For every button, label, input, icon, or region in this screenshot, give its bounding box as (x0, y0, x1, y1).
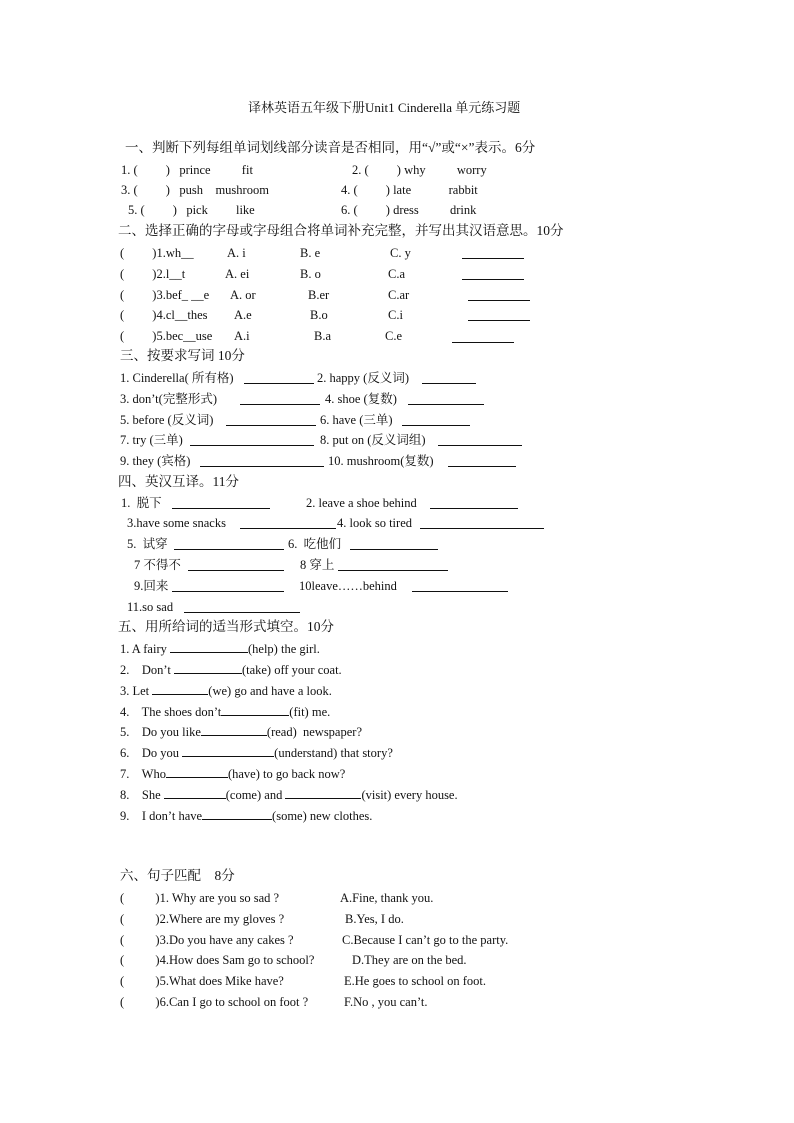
s2-answer-line-1[interactable] (462, 258, 524, 259)
s2-stem-1: ( )1.wh__ (120, 246, 194, 260)
section-3-heading: 三、按要求写词 10分 (120, 348, 245, 363)
s5-item-1: 1. A fairy (help) the girl. (120, 642, 320, 656)
s6-answer-f: F.No , you can’t. (344, 995, 428, 1009)
s5-answer-line-9[interactable] (202, 807, 272, 820)
s6-question-6: ( )6.Can I go to school on foot ? (120, 995, 309, 1009)
s4-item-10: 10leave……behind (299, 579, 397, 593)
s3-item-6: 6. have (三单) (320, 413, 393, 427)
s4-answer-line-11[interactable] (184, 612, 300, 613)
s4-answer-line-4[interactable] (420, 528, 544, 529)
s6-answer-a: A.Fine, thank you. (340, 891, 434, 905)
s1-question-5: 5. ( ) pick like (128, 203, 255, 217)
page-title: 译林英语五年级下册Unit1 Cinderella 单元练习题 (248, 100, 521, 115)
s2-option-c-4: C.i (388, 308, 403, 322)
s4-answer-line-10[interactable] (412, 591, 508, 592)
s5-item-3: 3. Let (we) go and have a look. (120, 684, 332, 698)
s4-item-5: 5. 试穿 (127, 537, 168, 551)
s3-answer-line-1[interactable] (244, 383, 314, 384)
s4-answer-line-9[interactable] (172, 591, 284, 592)
s4-answer-line-5[interactable] (174, 549, 284, 550)
section-2-heading: 二、选择正确的字母或字母组合将单词补充完整，并写出其汉语意思。10分 (118, 223, 564, 238)
s2-option-c-2: C.a (388, 267, 406, 281)
s2-option-a-3: A. or (230, 288, 256, 302)
s6-answer-e: E.He goes to school on foot. (344, 974, 486, 988)
s4-item-1: 1. 脱下 (121, 496, 162, 510)
s6-question-4: ( )4.How does Sam go to school? (120, 953, 315, 967)
s4-answer-line-1[interactable] (172, 508, 270, 509)
s3-answer-line-4[interactable] (408, 404, 484, 405)
s2-option-c-5: C.e (385, 329, 403, 343)
s5-item-2: 2. Don’t (take) off your coat. (120, 663, 342, 677)
s5-item-9: 9. I don’t have (some) new clothes. (120, 809, 373, 823)
section-5-heading: 五、用所给词的适当形式填空。10分 (118, 619, 334, 634)
s3-answer-line-7[interactable] (190, 445, 314, 446)
s5-item-6: 6. Do you (understand) that story? (120, 746, 393, 760)
s2-answer-line-4[interactable] (468, 320, 530, 321)
s4-item-4: 4. look so tired (337, 516, 412, 530)
s2-stem-4: ( )4.cl__thes (120, 308, 208, 322)
s5-item-7: 7. Who (have) to go back now? (120, 767, 346, 781)
s5-answer-line-7[interactable] (166, 765, 228, 778)
s5-answer-line-8a[interactable] (164, 786, 226, 799)
s3-answer-line-10[interactable] (448, 466, 516, 467)
s2-stem-5: ( )5.bec__use (120, 329, 213, 343)
s2-option-b-3: B.er (308, 288, 330, 302)
s2-option-c-1: C. y (390, 246, 411, 260)
s3-item-10: 10. mushroom(复数) (328, 454, 434, 468)
s3-item-8: 8. put on (反义词组) (320, 433, 426, 447)
s6-question-3: ( )3.Do you have any cakes ? (120, 933, 294, 947)
s2-answer-line-5[interactable] (452, 342, 514, 343)
s4-item-3: 3.have some snacks (127, 516, 226, 530)
s4-item-6: 6. 吃他们 (288, 537, 342, 551)
s3-answer-line-6[interactable] (402, 425, 470, 426)
section-6-heading: 六、句子匹配 8分 (120, 868, 235, 883)
s2-stem-2: ( )2.l__t (120, 267, 186, 281)
s3-item-2: 2. happy (反义词) (317, 371, 409, 385)
s6-question-5: ( )5.What does Mike have? (120, 974, 284, 988)
s1-question-4: 4. ( ) late rabbit (341, 183, 478, 197)
s2-option-a-2: A. ei (225, 267, 250, 281)
s5-answer-line-5[interactable] (201, 723, 267, 736)
s5-answer-line-1[interactable] (170, 640, 248, 653)
s2-option-a-5: A.i (234, 329, 250, 343)
s5-answer-line-3[interactable] (152, 682, 208, 695)
s2-option-b-5: B.a (314, 329, 332, 343)
s2-option-c-3: C.ar (388, 288, 410, 302)
s3-answer-line-8[interactable] (438, 445, 522, 446)
s5-answer-line-2[interactable] (174, 661, 242, 674)
s3-answer-line-9[interactable] (200, 466, 324, 467)
s5-item-5: 5. Do you like (read) newspaper? (120, 725, 362, 739)
section-1-heading: 一、判断下列每组单词划线部分读音是否相同，用“√”或“×”表示。6分 (125, 140, 536, 155)
s2-option-a-1: A. i (227, 246, 246, 260)
s2-option-b-2: B. o (300, 267, 321, 281)
s3-item-5: 5. before (反义词) (120, 413, 214, 427)
s3-answer-line-2[interactable] (422, 383, 476, 384)
s4-answer-line-6[interactable] (350, 549, 438, 550)
s4-item-7: 7 不得不 (134, 558, 181, 572)
s4-item-11: 11.so sad (127, 600, 174, 614)
s5-answer-line-4[interactable] (221, 703, 289, 716)
s2-answer-line-2[interactable] (462, 279, 524, 280)
s6-answer-d: D.They are on the bed. (352, 953, 467, 967)
s3-item-7: 7. try (三单) (120, 433, 183, 447)
s3-answer-line-3[interactable] (240, 404, 320, 405)
s4-item-2: 2. leave a shoe behind (306, 496, 417, 510)
s3-item-9: 9. they (宾格) (120, 454, 191, 468)
s3-answer-line-5[interactable] (226, 425, 316, 426)
s1-question-1: 1. ( ) prince fit (121, 163, 253, 177)
s4-answer-line-3[interactable] (240, 528, 336, 529)
s2-option-b-1: B. e (300, 246, 321, 260)
s2-stem-3: ( )3.bef_ __e (120, 288, 210, 302)
s6-answer-c: C.Because I can’t go to the party. (342, 933, 509, 947)
s5-answer-line-8b[interactable] (285, 786, 361, 799)
s6-question-1: ( )1. Why are you so sad ? (120, 891, 280, 905)
s4-answer-line-8[interactable] (338, 570, 448, 571)
s5-item-8: 8. She (come) and (visit) every house. (120, 788, 458, 802)
s2-answer-line-3[interactable] (468, 300, 530, 301)
s1-question-3: 3. ( ) push mushroom (121, 183, 269, 197)
s5-item-4: 4. The shoes don’t (fit) me. (120, 705, 331, 719)
s6-question-2: ( )2.Where are my gloves ? (120, 912, 285, 926)
s4-answer-line-2[interactable] (430, 508, 518, 509)
s1-question-2: 2. ( ) why worry (352, 163, 487, 177)
s2-option-b-4: B.o (310, 308, 328, 322)
s2-option-a-4: A.e (234, 308, 252, 322)
s4-answer-line-7[interactable] (188, 570, 284, 571)
s4-item-9: 9.回来 (134, 579, 169, 593)
s6-answer-b: B.Yes, I do. (345, 912, 404, 926)
s1-question-6: 6. ( ) dress drink (341, 203, 477, 217)
section-4-heading: 四、英汉互译。11分 (118, 474, 239, 489)
s3-item-1: 1. Cinderella( 所有格) (120, 371, 234, 385)
s3-item-3: 3. don’t(完整形式) (120, 392, 217, 406)
s3-item-4: 4. shoe (复数) (325, 392, 397, 406)
s4-item-8: 8 穿上 (300, 558, 335, 572)
s5-answer-line-6[interactable] (182, 744, 274, 757)
